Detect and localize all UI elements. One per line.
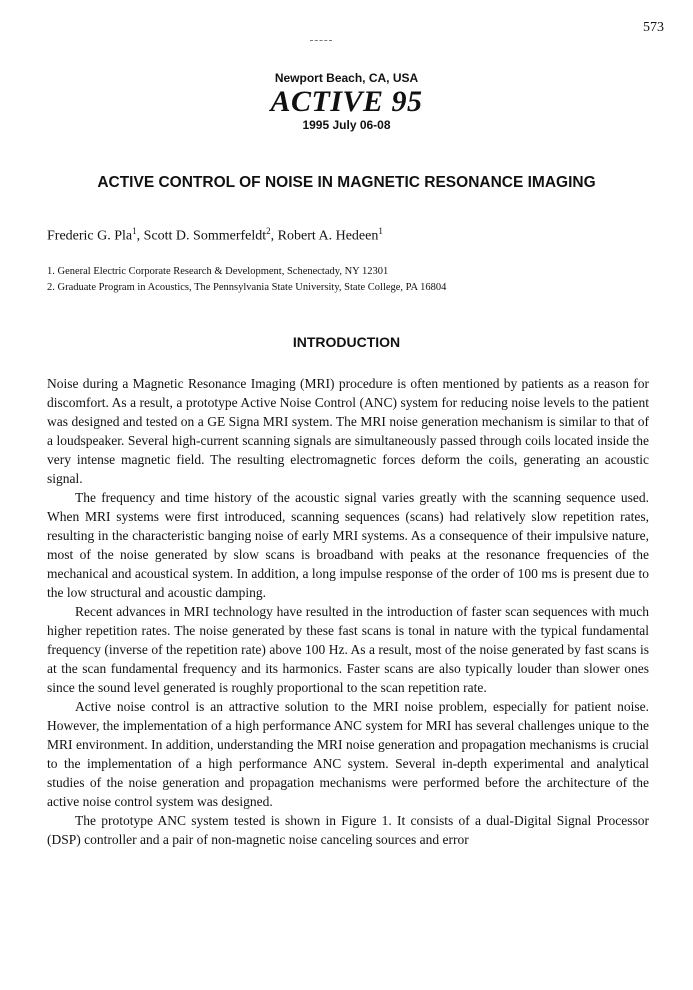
conference-header — [0, 70, 693, 133]
affiliation-item: 2. Graduate Program in Acoustics, The Pennsylvania State University, State College, PA 16804 — [47, 282, 447, 293]
author-name: Scott D. Sommerfeldt — [143, 228, 267, 244]
author-list — [47, 226, 383, 245]
paper-title: ACTIVE CONTROL OF NOISE IN MAGNETIC RESONANCE IMAGING — [97, 174, 596, 191]
paragraph: Recent advances in MRI technology have resulted in the introduction of faster scan sequences with much higher repetition rates. The noise generated by these fast scans is tonal in nature with the typical fundamental frequency (inverse of the repetition rate) above 100 Hz. As a result, most of the noise generated by fast scans is at the scan fundamental frequency and its harmonics. Faster scans are also typically louder than slower ones since the sound level generated is roughly proportional to the scan repetition rate. — [47, 604, 649, 695]
author-affiliation-mark: 1 — [132, 226, 137, 236]
page-number: 573 — [643, 20, 664, 35]
section-heading: INTRODUCTION — [292, 334, 401, 350]
author-affiliation-mark: 1 — [378, 226, 383, 236]
conference-dates: 1995 July 06-08 — [302, 118, 391, 132]
paragraph: Noise during a Magnetic Resonance Imaging (MRI) procedure is often mentioned by patients as a reason for discomfort. As a result, a prototype Active Noise Control (ANC) system for reducing noise levels to the patient was designed and tested on a GE Signa MRI system. The MRI noise generation mechanism is similar to that of a loudspeaker. Several high-current scanning signals are simultaneously passed through coils located inside the very intense magnetic field. The resulting electromagnetic forces deform the coils, generating an acoustic signal. — [47, 376, 649, 486]
conference-location: Newport Beach, CA, USA — [274, 71, 419, 85]
conference-logo: ACTIVE 95 — [270, 85, 423, 118]
affiliation-item: 1. General Electric Corporate Research & Development, Schenectady, NY 12301 — [47, 266, 389, 277]
paragraph: The prototype ANC system tested is shown in Figure 1. It consists of a dual-Digital Signal Processor (DSP) controller and a pair of non-magnetic noise canceling sources and error — [47, 813, 649, 847]
body-text — [47, 374, 649, 849]
author-affiliation-mark: 2 — [266, 226, 271, 236]
author-name: Frederic G. Pla — [47, 228, 133, 244]
paragraph: Active noise control is an attractive solution to the MRI noise problem, especially for patient noise. However, the implementation of a high performance ANC system for MRI has several challenges unique to the MRI environment. In addition, understanding the MRI noise generation and propagation mechanisms is crucial to the implementation of a high performance ANC system. Several in-depth experimental and analytical studies of the noise generation and propagation mechanisms were performed before the architecture of the active noise control system was designed. — [47, 699, 649, 809]
author-name: Robert A. Hedeen — [277, 228, 379, 244]
scan-mark — [310, 40, 332, 41]
paragraph: The frequency and time history of the acoustic signal varies greatly with the scanning sequence used. When MRI systems were first introduced, scanning sequences (scans) had relatively slow repetition rates, resulting in the characteristic banging noise of early MRI systems. As a consequence of their impulsive nature, most of the noise generated by slow scans is broadband with peaks at the resonance frequencies of the mechanical and acoustical system. In addition, a long impulse response of the order of 100 ms is present due to the low structural and acoustic damping. — [47, 490, 649, 600]
author-separator: , — [136, 228, 144, 244]
author-separator: , — [270, 228, 278, 244]
affiliation-list — [47, 264, 446, 296]
